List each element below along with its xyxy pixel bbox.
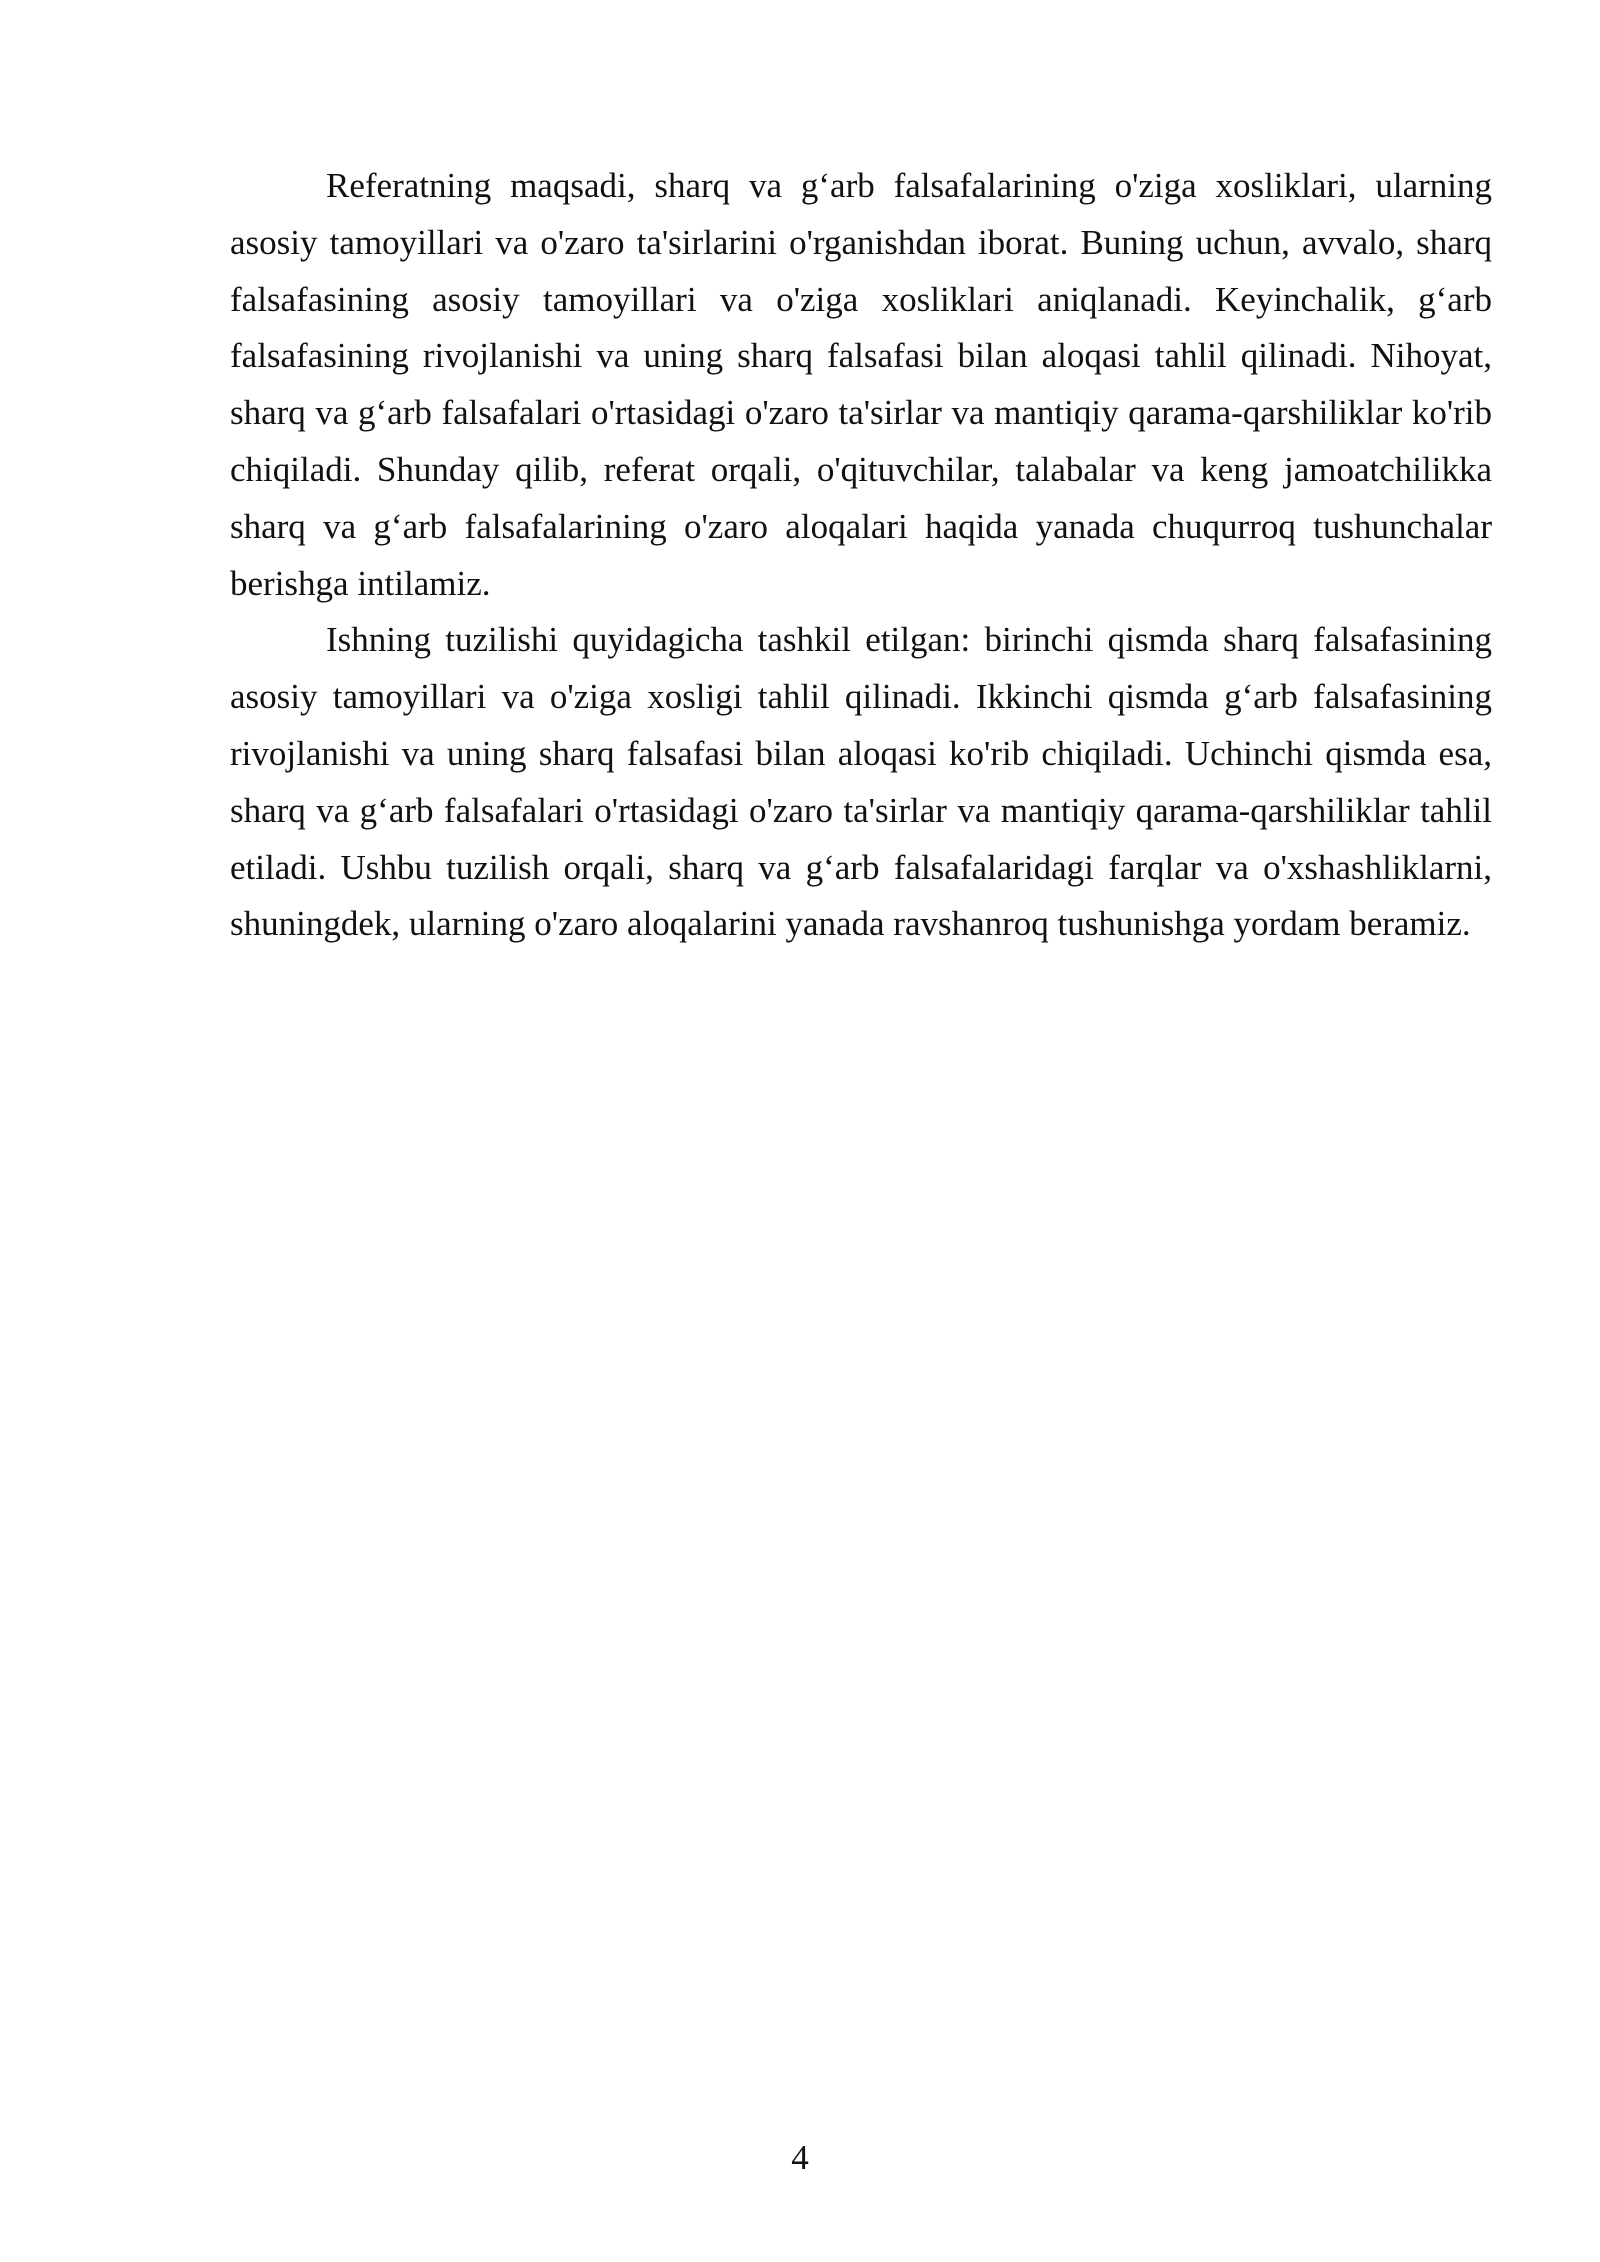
page-number: 4 (791, 2138, 809, 2177)
paragraph-structure: Ishning tuzilishi quyidagicha tashkil etilgan: birinchi qismda sharq falsafasining asosiy tamoyillari va o'ziga xosligi tahlil qilinadi. Ikkinchi qismda g‘arb falsafasining rivojlanishi va uning sharq falsafasi bilan aloqasi ko'rib chiqiladi. Uchinchi qismda esa, sharq va g‘arb falsafalari o'rtasidagi o'zaro ta'sirlar va mantiqiy qarama-qarshiliklar tahlil etiladi. Ushbu tuzilish orqali, sharq va g‘arb falsafalaridagi farqlar va o'xshashliklarni, shuningdek, ularning o'zaro aloqalarini yanada ravshanroq tushunishga yordam beramiz. (230, 620, 1492, 944)
paragraph-purpose: Referatning maqsadi, sharq va g‘arb falsafalarining o'ziga xosliklari, ularning asosiy tamoyillari va o'zaro ta'sirlarini o'rganishdan iborat. Buning uchun, avvalo, sharq falsafasining asosiy tamoyillari va o'ziga xosliklari aniqlanadi. Keyinchalik, g‘arb falsafasining rivojlanishi va uning sharq falsafasi bilan aloqasi tahlil qilinadi. Nihoyat, sharq va g‘arb falsafalari o'rtasidagi o'zaro ta'sirlar va mantiqiy qarama-qarshiliklar ko'rib chiqiladi. Shunday qilib, referat orqali, o'qituvchilar, talabalar va keng jamoatchilikka sharq va g‘arb falsafalarining o'zaro aloqalari haqida yanada chuqurroq tushunchalar berishga intilamiz. (230, 166, 1492, 603)
body-text (230, 158, 1492, 953)
